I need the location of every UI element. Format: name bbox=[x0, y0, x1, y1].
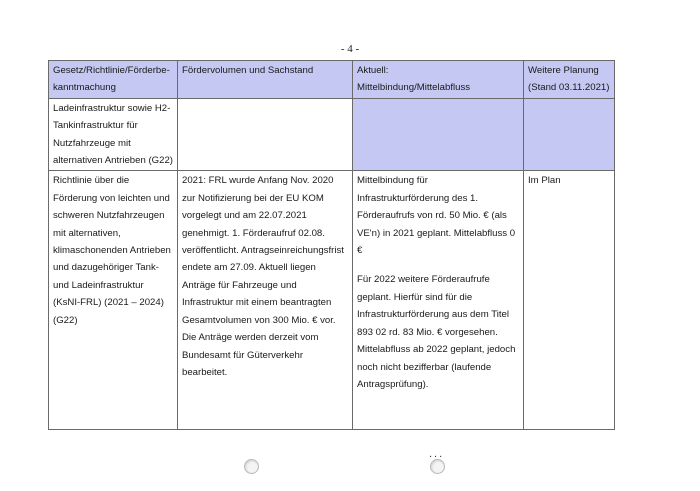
table-header-row bbox=[49, 61, 615, 99]
cell-funding-status: 2021: FRL wurde Anfang Nov. 2020 zur Notifizierung bei der EU KOM vorgelegt und am 22.07.2021 genehmigt. 1. Förderaufruf 02.08. veröffentlicht. Antragseinreichungsfrist endete am 27.09. Aktuell liegen Anträge für Fahrzeuge und Infrastruktur mit einem beantragten Gesamtvolumen von 300 Mio. € vor. Die Anträge werden derzeit vom Bundesamt für Güterverkehr bearbeitet. bbox=[178, 171, 353, 430]
continuation-cell-planning bbox=[524, 98, 615, 171]
header-law-guideline bbox=[49, 61, 178, 99]
table-row bbox=[49, 171, 615, 430]
cell-further-planning: Im Plan bbox=[524, 171, 615, 430]
cell-current-commitment bbox=[353, 171, 524, 430]
punch-hole-left bbox=[244, 459, 259, 474]
cell-law-guideline: Richtlinie über die Förderung von leichten und schweren Nutzfahrzeugen mit alternativen, klimaschonenden Antrieben und dazugehöriger Tank- und Ladeinfrastruktur (KsNI-FRL) (2021 – 2024) (G22) bbox=[49, 171, 178, 430]
header-law-guideline-line1: Gesetz/Richtlinie/Förderbe- bbox=[53, 65, 170, 76]
continuation-cell-current bbox=[353, 98, 524, 171]
header-funding-volume bbox=[178, 61, 353, 99]
cell-current-paragraph-2: Für 2022 weitere Förderaufrufe geplant. Hierfür sind für die Infrastrukturförderung aus dem Titel 893 02 rd. 83 Mio. € vorgesehen. Mittelabfluss ab 2022 geplant, jedoch noch nicht bezifferbar (laufende Antragsprüfung). bbox=[357, 274, 516, 390]
continuation-dots: ... bbox=[429, 448, 445, 460]
page-number: - 4 - bbox=[340, 43, 360, 55]
paragraph-gap bbox=[357, 259, 519, 271]
continuation-cell-volume bbox=[178, 98, 353, 171]
header-law-guideline-line2: kanntmachung bbox=[53, 82, 116, 94]
header-current bbox=[353, 61, 524, 99]
header-further-planning-line1: Weitere Planung bbox=[528, 65, 599, 76]
header-funding-volume-label: Fördervolumen und Sachstand bbox=[182, 65, 314, 76]
table-row bbox=[49, 98, 615, 171]
header-current-line2: Mittelbindung/Mittelabfluss bbox=[357, 82, 471, 94]
header-current-line1: Aktuell: bbox=[357, 65, 389, 76]
cell-current-paragraph-1: Mittelbindung für Infrastrukturförderung des 1. Förderaufrufs von rd. 50 Mio. € (als VE'n) in 2021 geplant. Mittelabfluss 0 € bbox=[357, 175, 516, 257]
funding-table bbox=[48, 60, 615, 430]
punch-hole-right bbox=[430, 459, 445, 474]
continuation-cell-law: Ladeinfrastruktur sowie H2-Tankinfrastruktur für Nutzfahrzeuge mit alternativen Antrieben (G22) bbox=[49, 98, 178, 171]
header-further-planning-line2: (Stand 03.11.2021) bbox=[528, 82, 610, 94]
header-further-planning bbox=[524, 61, 615, 99]
